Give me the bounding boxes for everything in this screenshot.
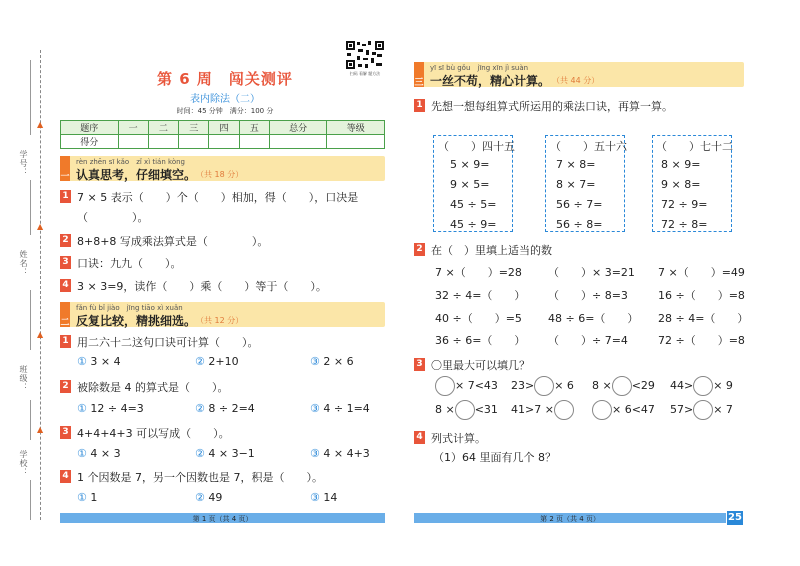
question-number: 4 <box>60 470 71 483</box>
equation: 8 × 7= <box>556 178 596 191</box>
qr-caption: 扫码 看解 题方法 <box>349 71 381 76</box>
option-marker: ② <box>195 355 205 368</box>
question-text: 在（ ）里填上适当的数 <box>431 244 552 257</box>
option-b[interactable] <box>195 491 222 504</box>
option-marker: ① <box>77 355 87 368</box>
fill-equation[interactable]: （ ）× 3=21 <box>548 266 635 279</box>
question-number: 4 <box>414 431 425 444</box>
score-cell[interactable] <box>148 135 178 149</box>
option-marker: ② <box>195 447 205 460</box>
question-text: 〇里最大可以填几？ <box>431 359 530 372</box>
compare-suffix: <31 <box>474 403 498 416</box>
fill-equation[interactable]: 32 ÷ 4=（ ） <box>435 289 526 302</box>
triangle-marker: ▲ <box>37 222 44 231</box>
compare-item <box>670 400 733 420</box>
qr-code-icon <box>345 40 385 70</box>
right-page-footer: 第 2 页（共 4 页） <box>540 515 600 523</box>
option-text: 1 <box>90 491 98 504</box>
fill-line <box>30 180 31 235</box>
question-text: 列式计算。 <box>431 432 486 445</box>
page-title: 第 6 周 闯关测评 <box>157 70 293 88</box>
question-number: 3 <box>60 426 71 439</box>
question-text: 8+8+8 写成乘法算式是（ ）。 <box>77 235 269 248</box>
equation: 9 × 5= <box>450 178 490 191</box>
question-number: 4 <box>60 279 71 292</box>
compare-prefix: 41>7 × <box>511 403 554 416</box>
score-cell[interactable] <box>269 135 327 149</box>
left-page-footer: 第 1 页（共 4 页） <box>192 515 253 523</box>
section3-title: 一丝不苟，精心计算。 <box>430 74 551 88</box>
option-text: 49 <box>208 491 223 504</box>
option-c[interactable] <box>310 491 337 504</box>
compare-suffix: × 7<43 <box>455 379 498 392</box>
fill-equation[interactable]: （ ）÷ 7=4 <box>548 334 628 347</box>
option-text: 2+10 <box>208 355 239 368</box>
section2-title: 反复比较，精挑细选。 <box>76 314 197 328</box>
option-text: 4 × 3 <box>90 447 121 460</box>
fill-equation[interactable]: （ ）÷ 8=3 <box>548 289 628 302</box>
score-cell[interactable] <box>179 135 209 149</box>
question-text: 用二六十二这句口诀可计算（ ）。 <box>77 336 259 349</box>
circle-blank[interactable] <box>612 376 632 396</box>
question-text: 口诀：九九（ ）。 <box>77 257 182 270</box>
circle-blank[interactable] <box>693 376 713 396</box>
section2-num: 二 <box>60 318 70 328</box>
compare-suffix: × 7 <box>713 403 733 416</box>
question-text-cont: （ ）。 <box>77 211 149 224</box>
option-b[interactable] <box>195 447 255 460</box>
equation: 8 × 9= <box>661 158 701 171</box>
question-text: 先想一想每组算式所运用的乘法口诀，再算一算。 <box>431 100 673 113</box>
compare-item <box>592 400 655 420</box>
option-a[interactable] <box>77 491 97 504</box>
option-c[interactable] <box>310 355 354 368</box>
triangle-marker: ▲ <box>37 330 44 339</box>
compare-item <box>435 376 498 396</box>
question-number: 1 <box>60 190 71 203</box>
compare-prefix: 57> <box>670 403 694 416</box>
score-row-label: 得分 <box>61 135 119 149</box>
option-marker: ① <box>77 447 87 460</box>
question-number: 3 <box>414 358 425 371</box>
score-cell[interactable] <box>118 135 148 149</box>
section1-title: 认真思考，仔细填空。 <box>76 168 197 182</box>
question-number: 2 <box>414 243 425 256</box>
binding-strip <box>0 0 50 566</box>
option-marker: ② <box>195 491 205 504</box>
section2-score: （共 12 分） <box>196 316 244 325</box>
score-cell[interactable] <box>209 135 239 149</box>
time-score-meta: 时间：45 分钟 满分：100 分 <box>176 107 274 115</box>
option-marker: ③ <box>310 447 320 460</box>
student-id-label: 学号： <box>19 150 28 177</box>
fill-equation[interactable]: 48 ÷ 6=（ ） <box>548 312 639 325</box>
score-header-cell: 四 <box>209 121 239 135</box>
box-heading: （ ）五十六 <box>550 140 627 153</box>
circle-blank[interactable] <box>554 400 574 420</box>
option-text: 14 <box>323 491 338 504</box>
fill-equation[interactable]: 28 ÷ 4=（ ） <box>658 312 749 325</box>
score-table <box>60 120 385 149</box>
circle-blank[interactable] <box>534 376 554 396</box>
circle-blank[interactable] <box>455 400 475 420</box>
fill-equation[interactable]: 7 ×（ ）=28 <box>435 266 522 279</box>
option-b[interactable] <box>195 355 239 368</box>
score-header-cell: 一 <box>118 121 148 135</box>
option-b[interactable] <box>195 402 255 415</box>
equation: 45 ÷ 9= <box>450 218 497 231</box>
box-heading: （ ）四十五 <box>438 140 515 153</box>
compare-item <box>670 376 733 396</box>
sub-question: （1）64 里面有几个 8？ <box>433 451 556 464</box>
option-marker: ① <box>77 491 87 504</box>
fill-line <box>30 400 31 440</box>
option-text: 8 ÷ 2=4 <box>208 402 255 415</box>
option-c[interactable] <box>310 447 370 460</box>
option-text: 4 ÷ 1=4 <box>323 402 370 415</box>
score-table-row <box>61 135 385 149</box>
fill-equation[interactable]: 16 ÷（ ）=8 <box>658 289 745 302</box>
score-header-cell: 五 <box>239 121 269 135</box>
fill-equation[interactable]: 7 ×（ ）=49 <box>658 266 745 279</box>
compare-item <box>511 400 574 420</box>
class-label: 班级： <box>19 365 28 392</box>
compare-prefix: 23> <box>511 379 535 392</box>
option-text: 4 × 4+3 <box>323 447 370 460</box>
section2-pinyin: fǎn fù bǐ jiào jīng tiāo xì xuǎn <box>76 304 183 312</box>
question-number: 2 <box>60 234 71 247</box>
score-cell[interactable] <box>239 135 269 149</box>
equation: 56 ÷ 7= <box>556 198 603 211</box>
compare-suffix: × 6<47 <box>612 403 655 416</box>
equation: 7 × 8= <box>556 158 596 171</box>
compare-suffix: × 6 <box>554 379 574 392</box>
fill-line <box>30 480 31 520</box>
section1-pinyin: rèn zhēn sī kǎo zǐ xì tián kòng <box>76 158 185 166</box>
question-text: 7 × 5 表示（ ）个（ ）相加，得（ ），口决是 <box>77 191 359 204</box>
question-text: 1 个因数是 7，另一个因数也是 7，积是（ ）。 <box>77 471 323 484</box>
fill-equation[interactable]: 40 ÷（ ）=5 <box>435 312 522 325</box>
option-text: 2 × 6 <box>323 355 354 368</box>
fill-equation[interactable]: 72 ÷（ ）=8 <box>658 334 745 347</box>
compare-item <box>592 376 655 396</box>
compare-item <box>435 400 498 420</box>
question-text: 3 × 3=9，读作（ ）乘（ ）等于（ ）。 <box>77 280 327 293</box>
question-number: 1 <box>414 99 425 112</box>
question-number: 2 <box>60 380 71 393</box>
option-text: 4 × 3−1 <box>208 447 255 460</box>
section3-score: （共 44 分） <box>552 76 600 85</box>
option-text: 12 ÷ 4=3 <box>90 402 144 415</box>
equation: 5 × 9= <box>450 158 490 171</box>
score-header-cell: 二 <box>148 121 178 135</box>
compare-suffix: × 9 <box>713 379 733 392</box>
equation: 56 ÷ 8= <box>556 218 603 231</box>
score-header-cell: 等级 <box>327 121 385 135</box>
box-heading: （ ）七十二 <box>656 140 733 153</box>
circle-blank[interactable] <box>592 400 612 420</box>
equation: 45 ÷ 5= <box>450 198 497 211</box>
option-marker: ③ <box>310 402 320 415</box>
page-subtitle: 表内除法（二） <box>190 94 260 105</box>
score-header-cell: 题序 <box>61 121 119 135</box>
option-marker: ② <box>195 402 205 415</box>
score-header-cell: 总分 <box>269 121 327 135</box>
equation: 72 ÷ 9= <box>661 198 708 211</box>
section3-num: 三 <box>414 78 424 88</box>
score-table-header <box>61 121 385 135</box>
section3-pinyin: yī sī bù gǒu jīng xīn jì suàn <box>430 64 529 72</box>
page-number: 25 <box>728 512 742 523</box>
option-text: 3 × 4 <box>90 355 121 368</box>
triangle-marker: ▲ <box>37 425 44 434</box>
option-a[interactable] <box>77 447 121 460</box>
compare-prefix: 44> <box>670 379 694 392</box>
compare-item <box>511 376 574 396</box>
compare-prefix: 8 × <box>435 403 455 416</box>
question-number: 1 <box>60 335 71 348</box>
option-a[interactable] <box>77 355 121 368</box>
question-number: 3 <box>60 256 71 269</box>
school-label: 学校： <box>19 450 28 477</box>
fill-equation[interactable]: 36 ÷ 6=（ ） <box>435 334 526 347</box>
compare-suffix: <29 <box>631 379 655 392</box>
name-label: 姓名： <box>19 250 28 277</box>
fill-line <box>30 60 31 135</box>
score-header-cell: 三 <box>179 121 209 135</box>
compare-prefix: 8 × <box>592 379 612 392</box>
circle-blank[interactable] <box>435 376 455 396</box>
section1-num: 一 <box>60 172 70 182</box>
option-marker: ③ <box>310 491 320 504</box>
question-text: 被除数是 4 的算式是（ ）。 <box>77 381 229 394</box>
score-cell[interactable] <box>327 135 385 149</box>
circle-blank[interactable] <box>693 400 713 420</box>
fill-line <box>30 290 31 350</box>
section1-score: （共 18 分） <box>196 170 244 179</box>
option-a[interactable] <box>77 402 144 415</box>
option-marker: ③ <box>310 355 320 368</box>
question-text: 4+4+4+3 可以写成（ ）。 <box>77 427 230 440</box>
option-c[interactable] <box>310 402 370 415</box>
triangle-marker: ▲ <box>37 120 44 129</box>
equation: 72 ÷ 8= <box>661 218 708 231</box>
option-marker: ① <box>77 402 87 415</box>
equation: 9 × 8= <box>661 178 701 191</box>
